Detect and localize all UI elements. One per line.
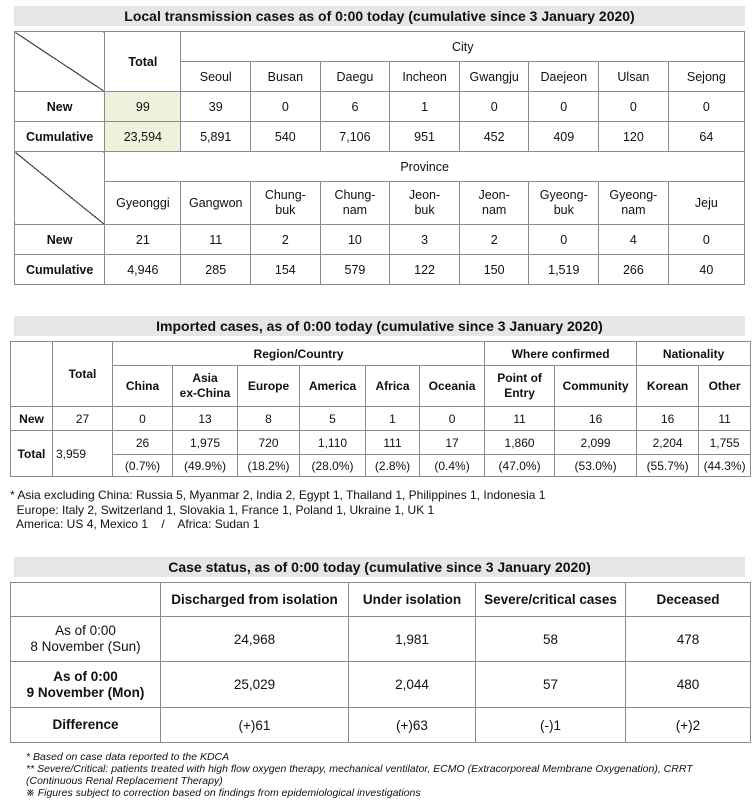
province-name-line1: Chung- — [264, 188, 306, 202]
imported-total-value: 111 — [366, 431, 420, 455]
imported-column-header — [420, 366, 485, 407]
imported-percent-value: (28.0%) — [300, 455, 366, 477]
province-name-line1: Jeju — [694, 195, 718, 210]
blank-corner-cell — [11, 342, 53, 407]
city-new-value: 6 — [320, 92, 390, 122]
status-column-header: Under isolation — [349, 583, 476, 617]
city-name: Ulsan — [599, 62, 669, 92]
city-name: Seoul — [181, 62, 251, 92]
imported-column-header-line2: Entry — [504, 386, 535, 400]
imported-total-value: 1,110 — [300, 431, 366, 455]
province-name-line2: buk — [275, 203, 296, 217]
imported-column-header-line1: Korean — [646, 378, 689, 393]
imported-total-value: 2,099 — [555, 431, 637, 455]
note-line: * Asia excluding China: Russia 5, Myanmar 2, India 2, Egypt 1, Thailand 1, Philippines 1, Indonesia 1 — [10, 488, 546, 502]
province-cumulative-value: 4,946 — [105, 255, 181, 285]
note-line: America: US 4, Mexico 1 / Africa: Sudan 1 — [10, 517, 260, 531]
province-new-value: 4 — [599, 225, 669, 255]
row-label-total: Total — [11, 431, 53, 477]
footnotes — [26, 751, 741, 799]
imported-column-header — [699, 366, 751, 407]
province-name-line1: Gyeong- — [609, 188, 658, 202]
province-header: Province — [105, 152, 745, 182]
footnote: ※ Figures subject to correction based on findings from epidemiological investigations — [26, 787, 421, 799]
where-confirmed-header: Where confirmed — [485, 342, 637, 366]
city-name: Gwangju — [459, 62, 529, 92]
status-value: 25,029 — [161, 662, 349, 708]
region-header: Region/Country — [113, 342, 485, 366]
city-new-value: 1 — [390, 92, 460, 122]
status-row-label — [11, 617, 161, 662]
status-value: 480 — [626, 662, 751, 708]
province-cumulative-value: 150 — [459, 255, 529, 285]
city-cumulative-value: 540 — [251, 122, 321, 152]
imported-new-value: 11 — [699, 407, 751, 431]
total-cumulative: 23,594 — [105, 122, 181, 152]
city-header: City — [181, 32, 745, 62]
province-name — [459, 182, 529, 225]
imported-new-value: 8 — [238, 407, 300, 431]
province-name-line1: Gangwon — [188, 195, 243, 210]
imported-column-header — [366, 366, 420, 407]
province-name-line2: nam — [482, 203, 507, 217]
status-row-label-line1: Difference — [52, 717, 119, 732]
province-new-value: 3 — [390, 225, 460, 255]
status-column-header: Deceased — [626, 583, 751, 617]
imported-column-header-line2: ex-China — [179, 386, 231, 400]
status-value: 2,044 — [349, 662, 476, 708]
imported-percent-value: (53.0%) — [555, 455, 637, 477]
imported-column-header-line1: America — [308, 378, 357, 393]
status-value: (-)1 — [476, 708, 626, 743]
province-new-value: 0 — [668, 225, 744, 255]
city-name: Incheon — [390, 62, 460, 92]
province-name-line1: Gyeong- — [539, 188, 588, 202]
total-header: Total — [105, 32, 181, 92]
status-row-label-line1: As of 0:00 — [55, 623, 116, 638]
status-value: 57 — [476, 662, 626, 708]
imported-new-value: 1 — [366, 407, 420, 431]
province-name-line2: buk — [553, 203, 574, 217]
city-new-value: 0 — [251, 92, 321, 122]
imported-percent-value: (0.7%) — [113, 455, 173, 477]
province-name — [668, 182, 744, 225]
row-label-cumulative: Cumulative — [15, 122, 105, 152]
diagonal-header-cell — [15, 152, 105, 225]
status-title: Case status, as of 0:00 today (cumulative since 3 January 2020) — [14, 557, 745, 577]
province-name-line1: Gyeonggi — [116, 195, 170, 210]
province-name-line1: Chung- — [334, 188, 376, 202]
city-cumulative-value: 452 — [459, 122, 529, 152]
imported-column-header-line1: Community — [562, 378, 629, 393]
province-name — [320, 182, 390, 225]
imported-column-header — [485, 366, 555, 407]
status-row-label-line1: As of 0:00 — [53, 668, 118, 684]
imported-new-value: 16 — [637, 407, 699, 431]
row-label-cumulative: Cumulative — [15, 255, 105, 285]
province-new-value: 2 — [459, 225, 529, 255]
footnote: ** Severe/Critical: patients treated with high flow oxygen therapy, mechanical ventilator, ECMO (Extracorporeal Membrane Oxygenation), CRRT (Continuous Renal Replacement Therapy) — [26, 763, 693, 787]
city-new-value: 39 — [181, 92, 251, 122]
city-cumulative-value: 7,106 — [320, 122, 390, 152]
footnote: * Based on case data reported to the KDCA — [26, 751, 230, 763]
case-status-table — [10, 582, 751, 743]
imported-column-header — [637, 366, 699, 407]
imported-total-value: 2,204 — [637, 431, 699, 455]
imported-total-new: 27 — [53, 407, 113, 431]
province-name — [390, 182, 460, 225]
province-name — [105, 182, 181, 225]
province-name — [181, 182, 251, 225]
city-cumulative-value: 5,891 — [181, 122, 251, 152]
status-value: (+)2 — [626, 708, 751, 743]
imported-total-value: 1,975 — [173, 431, 238, 455]
city-cumulative-value: 120 — [599, 122, 669, 152]
imported-column-header — [173, 366, 238, 407]
status-value: 478 — [626, 617, 751, 662]
imported-column-header-line1: Africa — [375, 378, 410, 393]
local-title: Local transmission cases as of 0:00 today (cumulative since 3 January 2020) — [14, 6, 745, 26]
status-row-label-line2: 8 November (Sun) — [30, 639, 141, 654]
province-cumulative-value: 1,519 — [529, 255, 599, 285]
province-name — [529, 182, 599, 225]
province-new-value: 11 — [181, 225, 251, 255]
province-cumulative-value: 154 — [251, 255, 321, 285]
note-line: Europe: Italy 2, Switzerland 1, Slovakia 1, France 1, Poland 1, Ukraine 1, UK 1 — [10, 502, 435, 517]
province-name-line2: buk — [414, 203, 435, 217]
blank-corner-cell — [11, 583, 161, 617]
nationality-header: Nationality — [637, 342, 751, 366]
status-value: 24,968 — [161, 617, 349, 662]
row-label-new: New — [11, 407, 53, 431]
city-new-value: 0 — [599, 92, 669, 122]
city-new-value: 0 — [529, 92, 599, 122]
diagonal-header-cell — [15, 32, 105, 92]
imported-total-value: 17 — [420, 431, 485, 455]
imported-column-header — [555, 366, 637, 407]
province-name — [599, 182, 669, 225]
imported-column-header — [300, 366, 366, 407]
imported-column-header-line1: China — [125, 378, 160, 393]
province-new-value: 21 — [105, 225, 181, 255]
province-new-value: 0 — [529, 225, 599, 255]
imported-column-header-line1: Other — [708, 378, 741, 393]
status-value: (+)61 — [161, 708, 349, 743]
province-new-value: 10 — [320, 225, 390, 255]
imported-percent-value: (47.0%) — [485, 455, 555, 477]
status-column-header: Severe/critical cases — [476, 583, 626, 617]
imported-title: Imported cases, as of 0:00 today (cumulative since 3 January 2020) — [14, 316, 745, 336]
city-name: Sejong — [668, 62, 744, 92]
province-name — [251, 182, 321, 225]
province-name-line1: Jeon- — [408, 188, 441, 202]
status-row-label — [11, 662, 161, 708]
city-name: Busan — [251, 62, 321, 92]
city-cumulative-value: 409 — [529, 122, 599, 152]
imported-total-value: 1,755 — [699, 431, 751, 455]
status-row-label — [11, 708, 161, 743]
province-name-line2: nam — [621, 203, 646, 217]
province-cumulative-value: 122 — [390, 255, 460, 285]
province-name-line2: nam — [342, 203, 368, 217]
imported-total-value: 720 — [238, 431, 300, 455]
city-name: Daejeon — [529, 62, 599, 92]
province-cumulative-value: 40 — [668, 255, 744, 285]
imported-total-header: Total — [53, 342, 113, 407]
imported-column-header-line1: Asia — [192, 371, 218, 385]
imported-percent-value: (2.8%) — [366, 455, 420, 477]
imported-notes — [10, 488, 545, 532]
status-value: 1,981 — [349, 617, 476, 662]
imported-new-value: 5 — [300, 407, 366, 431]
city-cumulative-value: 951 — [390, 122, 460, 152]
status-value: 58 — [476, 617, 626, 662]
city-new-value: 0 — [668, 92, 744, 122]
total-new: 99 — [105, 92, 181, 122]
status-row-label-line2: 9 November (Mon) — [26, 684, 145, 700]
imported-new-value: 0 — [420, 407, 485, 431]
province-cumulative-value: 579 — [320, 255, 390, 285]
imported-column-header-line1: Point of — [497, 371, 542, 385]
city-cumulative-value: 64 — [668, 122, 744, 152]
imported-column-header — [113, 366, 173, 407]
imported-percent-value: (44.3%) — [699, 455, 751, 477]
imported-new-value: 11 — [485, 407, 555, 431]
status-column-header: Discharged from isolation — [161, 583, 349, 617]
city-name: Daegu — [320, 62, 390, 92]
province-cumulative-value: 285 — [181, 255, 251, 285]
imported-total-value: 1,860 — [485, 431, 555, 455]
row-label-new: New — [15, 92, 105, 122]
imported-total-total: 3,959 — [53, 431, 113, 477]
imported-new-value: 16 — [555, 407, 637, 431]
imported-column-header-line1: Oceania — [428, 378, 476, 393]
imported-total-value: 26 — [113, 431, 173, 455]
province-cumulative-value: 266 — [599, 255, 669, 285]
row-label-new: New — [15, 225, 105, 255]
imported-column-header — [238, 366, 300, 407]
status-value: (+)63 — [349, 708, 476, 743]
imported-percent-value: (55.7%) — [637, 455, 699, 477]
province-new-value: 2 — [251, 225, 321, 255]
imported-new-value: 0 — [113, 407, 173, 431]
imported-percent-value: (49.9%) — [173, 455, 238, 477]
province-name-line1: Jeon- — [478, 188, 510, 202]
imported-new-value: 13 — [173, 407, 238, 431]
city-new-value: 0 — [459, 92, 529, 122]
local-transmission-table — [14, 31, 745, 285]
imported-column-header-line1: Europe — [247, 378, 290, 393]
imported-percent-value: (0.4%) — [420, 455, 485, 477]
imported-cases-table — [10, 341, 751, 477]
imported-percent-value: (18.2%) — [238, 455, 300, 477]
